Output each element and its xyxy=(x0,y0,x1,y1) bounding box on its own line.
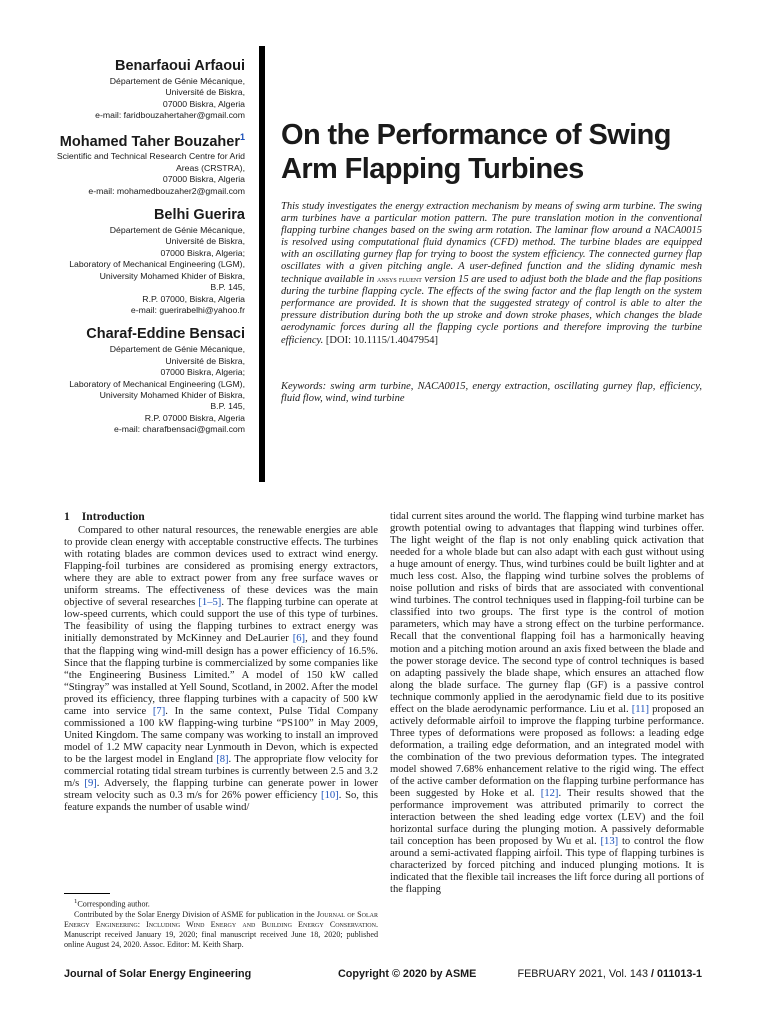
footer-page-number: 011013-1 xyxy=(656,968,702,980)
body-text: . So, this feature expands the number of usable wind/ xyxy=(64,790,378,814)
affiliation-line: University Mohamed Khider of Biskra, xyxy=(99,270,245,281)
citation-link[interactable]: [1–5] xyxy=(198,597,222,609)
footnote-mark: 1 xyxy=(74,898,78,905)
author-name: Mohamed Taher Bouzaher$^1$ xyxy=(59,131,245,150)
footer-copyright: Copyright © 2020 by ASME xyxy=(338,968,477,980)
author-name: Charaf-Eddine Bensaci xyxy=(86,326,245,343)
body-column-left xyxy=(64,511,378,814)
affiliation-line: Université de Biskra, xyxy=(165,87,245,98)
footnotes xyxy=(64,897,378,950)
affiliation-line: University Mohamed Khider of Biskra, xyxy=(99,389,245,400)
abstract xyxy=(281,201,702,347)
author-affiliation xyxy=(40,76,245,122)
affiliation-line: Département de Génie Mécanique, xyxy=(109,76,245,86)
body-text: Compared to other natural resources, the renewable energies are able to provide clean energy with acceptable constructive effects. The turbines with rotating blades are common devices used to extract wind energy. Flapping-foil turbines are considered as promising energy extractors, where they are able to extract power from any free surface waves or uniform streams. The effectiveness of these devices was the main objective of several researches xyxy=(64,525,378,609)
affiliation-line: B.P. 145, xyxy=(210,282,245,293)
footnote-contribution xyxy=(64,910,378,950)
body-text: tidal current sites around the world. The flapping wind turbine market has growth potential owing to advantages that flapping wind turbines offer. The light weight of the flap is not only enabling quick activation that needed for a whole blade but can also adapt with each gust without using a huge amount of energy. Thus, wind turbines could be built lighter and at much less cost. Also, the flapping wind turbine solves the problems of noise pollution and risks of birds that are associated with conventional wind turbines. The control techniques used in flapping-foil turbine can be classified into two groups. The first type is the control of motion parameters, which may have a strong effect on the turbine performance. Recall that the conventional flapping foil has a harmonically heaving motion and a pitching motion around an axis fixed between the blade and the power storage device. The second type of control techniques is based on adapting passively the blade shape, which ensures an attached flow along the blade surface. The gurney flap (GF) is a passive control technique commonly applied in the aerodynamic field due to its positive effect on the blade aerodynamic performance. Liu et al. xyxy=(390,511,704,715)
citation-link[interactable]: [7] xyxy=(152,705,166,717)
doi-link[interactable]: [DOI: 10.1115/1.4047954] xyxy=(323,334,438,346)
citation-link[interactable]: [8] xyxy=(216,753,229,765)
affiliation-line: Département de Génie Mécanique, xyxy=(109,344,245,355)
affiliation-line: Laboratory of Mechanical Engineering (LGM), xyxy=(69,378,245,389)
body-text: . Their results showed that the performance improvement was attributed primarily to correct the interaction between the shed leading edge vortex (LEV) and the foil horizontal surface during the plunging motion. A passively deformable tail conception has been proposed by Wu et al. xyxy=(390,788,704,848)
affiliation-line: Areas (CRSTRA), xyxy=(175,162,245,173)
body-text: . In the same context, Pulse Tidal Company commissioned a 100 kW flapping-wing turbine “PS100” in May 2009, United Kingdom. The same company was working to install an improved model of 1.2 MW capacity near Lynmouth in Devon, which is expected to be the largest model in England xyxy=(64,705,378,765)
affiliation-line: Département de Génie Mécanique, xyxy=(109,225,245,236)
author-email[interactable]: e-mail: mohamedbouzaher2@gmail.com xyxy=(88,185,245,196)
affiliation-line: R.P. 07000, Biskra, Algeria xyxy=(142,293,245,304)
body-text: . Adversely, the flapping turbine can generate power in lower stream velocity such as 0.3 m/s for 26% power efficiency xyxy=(64,778,378,802)
footnote-text: Contributed by the Solar Energy Division of ASME for publication in the xyxy=(74,909,317,919)
affiliation-line: Université de Biskra, xyxy=(165,355,245,366)
footnote-text: . Manuscript received January 19, 2020; final manuscript received June 18, 2020; published online August 24, 2020. Assoc. Editor: M. Keith Sharp. xyxy=(64,919,378,949)
body-text: , and they found that the flapping wing wind-mill design has a power efficiency of 16.5%. Since that the flapping turbine is commercialized by some companies like “the Engineering Business Limited.” A model of 150 kW called “Stingray” was installed at Yell Sound, Scotland, in 2002. After the model proved its efficiency, three flapping turbines with a capacity of 500 kW came into service xyxy=(64,633,378,717)
body-text: to control the flow around a semi-activated flapping airfoil. This type of flapping turbines is characterized by forced pitching and induced plunging motions. It is indicated that the flexible tail increases the lift force during all portions of the flapping xyxy=(390,836,705,896)
abstract-text: version 15 are used to adjust both the blade and the flap positions during the turbine flapping cycle. The effects of the swing factor and the flap length on the system performance are provided. It is shown that the suggested strategy of control is able to alter the pressure distribution during both the up stroke and down stroke phases, which changes the blade aerodynamic forces during all the flapping cycle portions and therefore improving the turbine efficiency. xyxy=(281,274,702,346)
keywords: Keywords: swing arm turbine, NACA0015, energy extraction, oscillating gurney flap, efficiency, fluid flow, wind, wind turbine xyxy=(281,381,702,405)
citation-link[interactable]: [6] xyxy=(292,633,306,645)
software-name: ansys fluent xyxy=(376,274,422,285)
journal-name: Journal of Solar Energy Engineering: Including Wind Energy and Building Energy Conservation xyxy=(64,909,378,929)
abstract-text: This study investigates the energy extraction mechanism by means of swing arm turbine. The swing arm turbines have a particular motion pattern. The pure translation motion in the conventional flapping turbine changes based on the swing arm rotation. The laminar flow around a NACA0015 is resolved using computational fluid dynamics (CFD) method. The turbine blades are equipped with an oscillating gurney flap for trying to boost the system efficiency. The connected gurney flap oscillates with a given pitching angle. A user-defined function and the sliding dynamic mesh technique available in xyxy=(281,201,702,286)
body-text: proposed an actively deformable airfoil to improve the flapping turbine performance. Three types of deformations were proposed as follows: a leading edge deformation, a trailing edge deformation, and an integrated model with the combination of the two previous deformation types. The integrated model showed 7.68% enhancement relative to the rigid wing. The effect of the active camber deformation on the flapping turbine performance has been suggested by Hoke et al. xyxy=(390,703,704,800)
citation-link[interactable]: [11] xyxy=(631,703,649,715)
affiliation-line: R.P. 07000 Biskra, Algeria xyxy=(144,412,245,423)
author-name: Benarfaoui Arfaoui xyxy=(115,58,245,74)
affiliation-line: 07000 Biskra, Algeria; xyxy=(160,247,245,258)
author-email[interactable]: e-mail: charafbensaci@gmail.com xyxy=(114,424,245,435)
footnote-corresponding xyxy=(64,897,378,910)
author-affiliation xyxy=(40,344,245,435)
author-email[interactable]: e-mail: faridbouzahertaher@gmail.com xyxy=(95,110,245,121)
corresponding-author-mark[interactable]: 1 xyxy=(239,131,245,142)
affiliation-line: Scientific and Technical Research Centre for Arid xyxy=(56,151,245,162)
header-divider xyxy=(259,46,265,482)
footer-issue-text: FEBRUARY 2021, Vol. 143 xyxy=(517,968,648,980)
citation-link[interactable]: [12] xyxy=(540,788,559,800)
body-paragraph xyxy=(64,525,378,814)
author-email[interactable]: e-mail: guerirabelhi@yahoo.fr xyxy=(130,304,245,315)
footnote-rule xyxy=(64,893,110,894)
author-affiliation xyxy=(40,225,245,316)
body-text: . The flapping turbine can operate at low-speed currents, which could support the use of this type of turbines. The feasibility of using the flapping turbines to extract energy was initially demonstrated by McKinney and DeLaurier xyxy=(64,597,378,645)
citation-link[interactable]: [13] xyxy=(600,836,619,848)
citation-link[interactable]: [10] xyxy=(321,790,339,802)
body-paragraph xyxy=(390,511,704,897)
author-affiliation xyxy=(40,151,245,197)
body-column-right xyxy=(390,511,704,897)
section-title: Introduction xyxy=(81,510,145,523)
footer-journal: Journal of Solar Energy Engineering xyxy=(64,968,252,980)
body-text: . The appropriate flow velocity for commercial rotating tidal stream turbines is currently between 2.5 and 3.2 m/s xyxy=(64,753,378,790)
affiliation-line: B.P. 145, xyxy=(210,401,245,412)
footnote-text: Corresponding author. xyxy=(77,899,150,909)
section-number: 1 xyxy=(64,510,70,523)
affiliation-line: Laboratory of Mechanical Engineering (LGM), xyxy=(69,259,245,270)
affiliation-line: Université de Biskra, xyxy=(165,236,245,247)
footer-issue xyxy=(518,968,703,980)
affiliation-line: 07000 Biskra, Algeria xyxy=(162,174,245,185)
paper-title: On the Performance of Swing Arm Flapping Turbines xyxy=(281,119,671,185)
affiliation-line: 07000 Biskra, Algeria; xyxy=(160,367,245,378)
citation-link[interactable]: [9] xyxy=(84,778,97,790)
affiliation-line: 07000 Biskra, Algeria xyxy=(162,98,245,109)
author-name: Belhi Guerira xyxy=(153,207,245,224)
footer-separator: / xyxy=(647,968,657,980)
author-list xyxy=(40,58,245,436)
section-heading xyxy=(64,511,378,523)
